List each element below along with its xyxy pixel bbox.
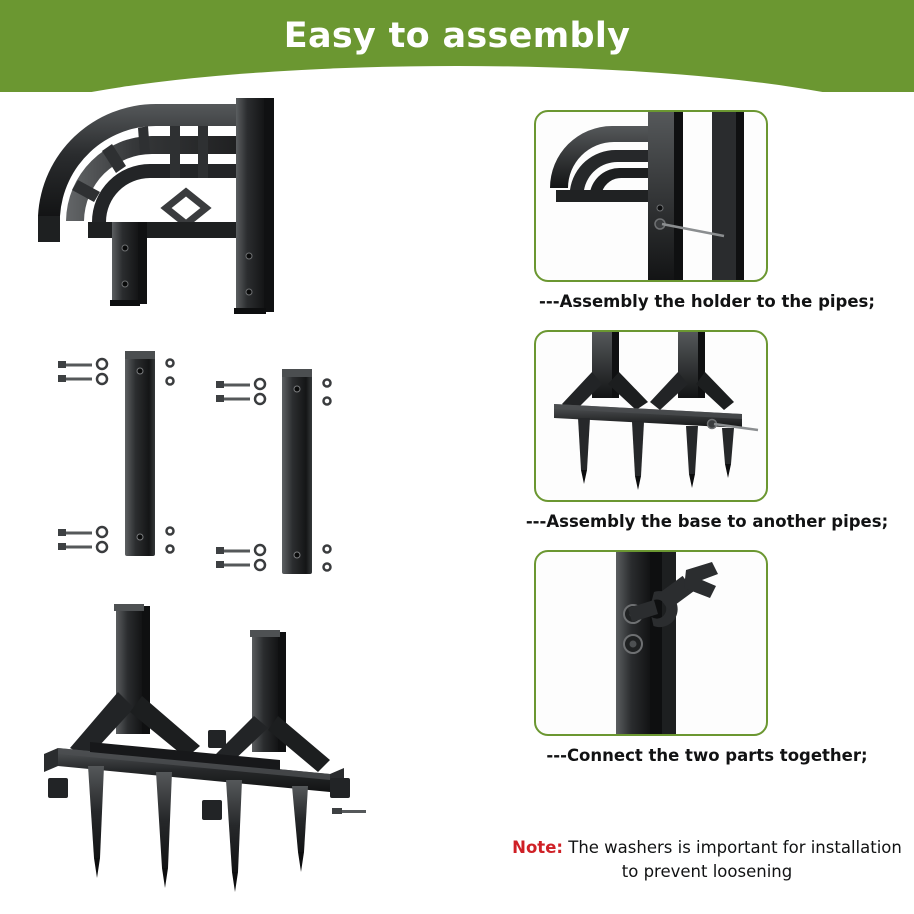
- step-3-image-box: [534, 550, 768, 736]
- note-text-line-2: to prevent loosening: [621, 861, 793, 881]
- hardware-bolt-set: [216, 379, 265, 404]
- step-2-illustration: [536, 332, 766, 500]
- page-title: Easy to assembly: [283, 16, 631, 56]
- hardware-bolt-set: [58, 527, 107, 552]
- step-1-caption: ---Assembly the holder to the pipes;: [539, 292, 875, 311]
- parts-illustration-column: [0, 96, 500, 914]
- hardware-bolt-set: [216, 545, 265, 570]
- arch-holder-drawing: [30, 96, 330, 321]
- part-base-stakes: [30, 596, 390, 896]
- installation-note: [500, 836, 914, 884]
- part-arch-holder: [30, 96, 330, 321]
- step-1-illustration: [536, 112, 766, 280]
- note-text-line-1: The washers is important for installation: [568, 838, 902, 857]
- step-2-caption: ---Assembly the base to another pipes;: [525, 512, 889, 531]
- step-2-image-box: [534, 330, 768, 502]
- hardware-bolt-set: [58, 359, 107, 384]
- base-stakes-drawing: [30, 596, 390, 896]
- step-3-illustration: [536, 552, 766, 734]
- part-pipes-hardware: [30, 341, 360, 601]
- step-1-image-box: [534, 110, 768, 282]
- step-3-caption: ---Connect the two parts together;: [546, 746, 868, 765]
- steps-column: [500, 96, 914, 914]
- pipes-hardware-drawing: [30, 341, 360, 601]
- note-label: Note:: [512, 838, 563, 857]
